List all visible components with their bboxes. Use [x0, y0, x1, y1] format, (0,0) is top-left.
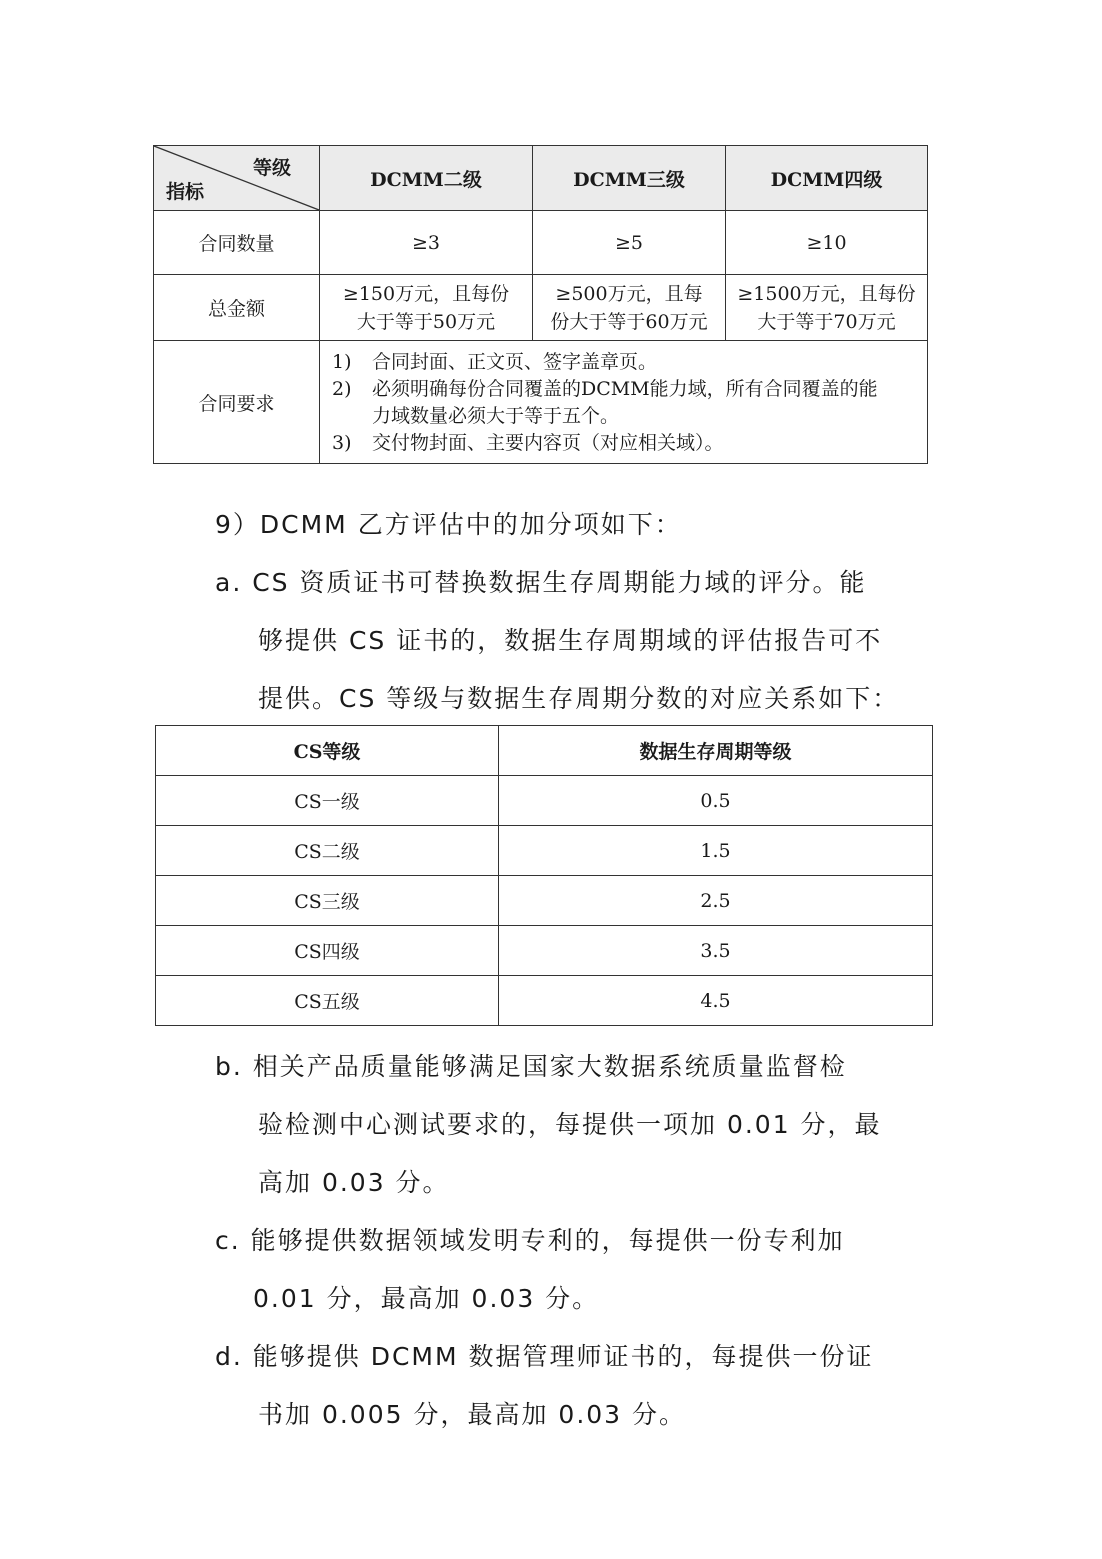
row-label: 合同要求	[154, 341, 320, 464]
table-cell: ≥1500万元，且每份 大于等于70万元	[726, 275, 928, 341]
table-cell: CS一级	[156, 776, 499, 826]
corner-top-label: 等级	[252, 157, 291, 179]
diagonal-header-cell	[154, 146, 320, 211]
table-cell: 2.5	[499, 876, 933, 926]
table-row	[156, 776, 933, 826]
table-cell: ≥150万元，且每份 大于等于50万元	[320, 275, 533, 341]
table-cell: ≥10	[726, 211, 928, 275]
table-row	[156, 876, 933, 926]
table-header-row	[156, 726, 933, 776]
column-header: 数据生存周期等级	[499, 726, 933, 776]
requirement-item: 1) 合同封面、正文页、签字盖章页。	[332, 351, 658, 373]
table-row	[154, 275, 928, 341]
item-b-line: 验检测中心测试要求的，每提供一项加 0.01 分，最	[258, 1110, 882, 1139]
item-a-line: 够提供 CS 证书的，数据生存周期域的评估报告可不	[258, 626, 883, 655]
table-row	[156, 976, 933, 1026]
requirement-item: 2) 必须明确每份合同覆盖的DCMM能力域，所有合同覆盖的能 力域数量必须大于等于五个。	[332, 378, 878, 427]
cs-level-table	[155, 725, 933, 1026]
table-cell: CS五级	[156, 976, 499, 1026]
corner-bottom-label: 指标	[166, 181, 205, 203]
item-b-line: 高加 0.03 分。	[258, 1168, 450, 1197]
item-a-line: a. CS 资质证书可替换数据生存周期能力域的评分。能	[215, 568, 867, 597]
table-cell: ≥500万元，且每 份大于等于60万元	[533, 275, 726, 341]
item-b-line: b. 相关产品质量能够满足国家大数据系统质量监督检	[215, 1052, 847, 1081]
table-cell: CS三级	[156, 876, 499, 926]
item-a-line: 提供。CS 等级与数据生存周期分数的对应关系如下：	[258, 684, 900, 713]
row-label: 总金额	[154, 275, 320, 341]
table-cell: ≥3	[320, 211, 533, 275]
table-cell: ≥5	[533, 211, 726, 275]
table-cell: 0.5	[499, 776, 933, 826]
table-cell: 4.5	[499, 976, 933, 1026]
row-label: 合同数量	[154, 211, 320, 275]
column-header: CS等级	[156, 726, 499, 776]
column-header: DCMM三级	[533, 146, 726, 211]
table-cell: CS四级	[156, 926, 499, 976]
requirement-item: 3) 交付物封面、主要内容页（对应相关域）。	[332, 432, 724, 454]
table-row	[156, 826, 933, 876]
paragraph-9: 9）DCMM 乙方评估中的加分项如下：	[215, 510, 682, 539]
table-cell: 1.5	[499, 826, 933, 876]
column-header: DCMM四级	[726, 146, 928, 211]
item-c-line: c. 能够提供数据领域发明专利的，每提供一份专利加	[215, 1226, 845, 1255]
item-d-line: d. 能够提供 DCMM 数据管理师证书的，每提供一份证	[215, 1342, 874, 1371]
dcmm-requirements-table	[153, 145, 928, 464]
table-cell: 3.5	[499, 926, 933, 976]
requirements-cell	[320, 341, 928, 464]
table-row	[154, 211, 928, 275]
column-header: DCMM二级	[320, 146, 533, 211]
item-d-line: 书加 0.005 分，最高加 0.03 分。	[258, 1400, 687, 1429]
table-cell: CS二级	[156, 826, 499, 876]
table-row	[154, 341, 928, 464]
item-c-line: 0.01 分，最高加 0.03 分。	[253, 1284, 600, 1313]
table-row	[156, 926, 933, 976]
